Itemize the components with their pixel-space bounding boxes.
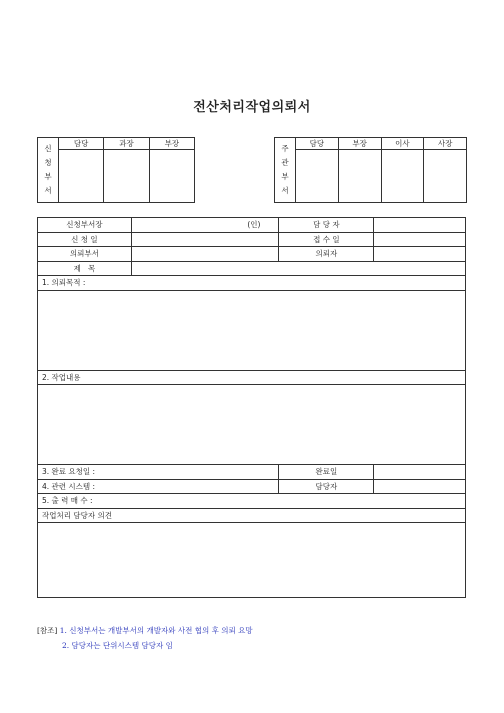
manager-label: 담 당 자 (279, 218, 374, 233)
purpose-field[interactable] (38, 290, 466, 370)
approval-header-dept-head: 부장 (338, 138, 381, 150)
system-manager-label: 담당자 (279, 479, 374, 494)
note-line-2 (37, 638, 253, 653)
approval-header-president: 사장 (424, 138, 467, 150)
complete-date-field[interactable] (374, 465, 466, 480)
approval-sign-box[interactable] (296, 150, 339, 203)
seal-label: (인) (247, 220, 261, 230)
content-field[interactable] (38, 385, 466, 465)
req-head-field[interactable] (131, 218, 279, 233)
system-manager-field[interactable] (374, 479, 466, 494)
approval-header-staff: 담당 (59, 138, 104, 150)
approval-sign-box[interactable] (149, 150, 194, 203)
req-head-label: 신청부서장 (38, 218, 132, 233)
output-copies-label: 5. 출 력 매 수 : (42, 496, 93, 506)
note-line-1 (37, 623, 253, 638)
approval-header-dept-head: 부장 (149, 138, 194, 150)
approval-side-label: 신 청 부 서 (38, 138, 59, 203)
approval-sign-box[interactable] (59, 150, 104, 203)
apply-date-field[interactable] (131, 232, 279, 247)
req-dept-field[interactable] (131, 247, 279, 262)
apply-date-label: 신 청 일 (38, 232, 132, 247)
approval-sign-box[interactable] (338, 150, 381, 203)
approval-header-director: 이사 (381, 138, 424, 150)
subject-field[interactable] (131, 261, 465, 276)
note-2-text: 2. 담당자는 단위시스템 담당자 임 (62, 641, 173, 650)
approval-side-label: 주 관 부 서 (275, 138, 296, 203)
manager-field[interactable] (374, 218, 466, 233)
approval-box-managing-dept (274, 137, 467, 203)
related-system-label: 4. 관련 시스템 : (42, 481, 96, 491)
requester-field[interactable] (374, 247, 466, 262)
receipt-date-field[interactable] (374, 232, 466, 247)
reference-notes (37, 623, 253, 653)
request-form-table (37, 217, 466, 598)
opinion-label: 작업처리 담당자 의견 (38, 508, 466, 523)
approval-header-staff: 담당 (296, 138, 339, 150)
req-complete-date-field[interactable] (38, 465, 279, 480)
note-1-text: 1. 신청부서는 개발부서의 개발자와 사전 협의 후 의뢰 요망 (59, 626, 253, 635)
req-complete-label: 3. 완료 요청일 : (42, 467, 96, 477)
page-title: 전산처리작업의뢰서 (193, 100, 311, 115)
note-prefix: [참조] (37, 626, 58, 635)
req-dept-label: 의뢰부서 (38, 247, 132, 262)
approval-header-section-chief: 과장 (104, 138, 149, 150)
complete-date-label: 완료일 (279, 465, 374, 480)
requester-label: 의뢰자 (279, 247, 374, 262)
approval-sign-box[interactable] (104, 150, 149, 203)
subject-label: 제 목 (38, 261, 132, 276)
related-system-field[interactable] (38, 479, 279, 494)
output-copies-field[interactable] (38, 494, 466, 509)
approval-sign-box[interactable] (424, 150, 467, 203)
content-label: 2. 작업내용 (38, 370, 466, 385)
receipt-date-label: 접 수 일 (279, 232, 374, 247)
opinion-field[interactable] (38, 523, 466, 598)
approval-sign-box[interactable] (381, 150, 424, 203)
approval-box-requesting-dept (37, 137, 195, 203)
purpose-label: 1. 의뢰목적 : (38, 276, 466, 291)
